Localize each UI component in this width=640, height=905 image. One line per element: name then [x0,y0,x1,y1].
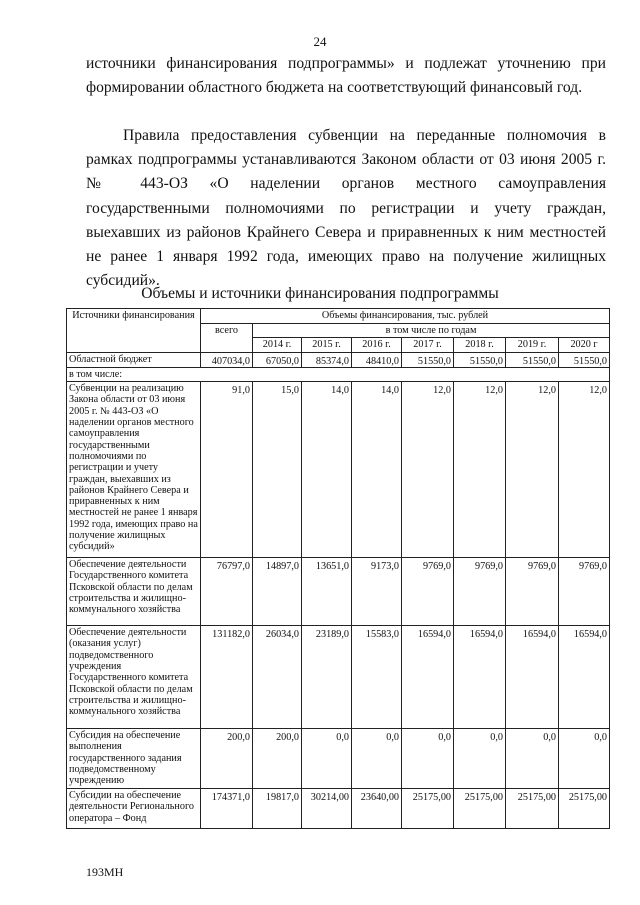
row-source: Областной бюджет [67,352,201,367]
row-year-value: 0,0 [302,729,352,789]
row-year-value: 14,0 [352,382,402,558]
row-year-value: 15,0 [253,382,302,558]
table-row [67,367,610,381]
row-year-value: 16594,0 [402,626,454,729]
row-year-value: 9769,0 [454,558,506,626]
header-total: всего [201,324,253,353]
row-year-value: 12,0 [559,382,610,558]
row-year-value: 9173,0 [352,558,402,626]
row-year-value: 0,0 [559,729,610,789]
row-source: Обеспечение деятельности (оказания услуг) подведомственного учреждения Государственного комитета Псковской области по делам строительства и жилищно-коммунального хозяйства [67,626,201,729]
row-year-value: 25175,00 [506,789,559,829]
page-number: 24 [313,34,327,49]
row-year-value: 0,0 [352,729,402,789]
row-year-value: 23640,00 [352,789,402,829]
header-source: Источники финансирования [67,309,201,353]
row-year-value: 23189,0 [302,626,352,729]
header-year: 2015 г. [302,338,352,352]
table-row [67,352,610,367]
header-volumes: Объемы финансирования, тыс. рублей [201,309,610,324]
header-year: 2019 г. [506,338,559,352]
row-year-value: 200,0 [253,729,302,789]
paragraph-1: источники финансирования подпрограммы» и подлежат уточнению при формировании областного бюджета на соответствующий финансовый год. [86,55,606,97]
paragraph-2: Правила предоставления субвенции на переданные полномочия в рамках подпрограммы устанавливаются Законом области от 03 июня 2005 г. № 443-ОЗ «О наделении органов местного самоуправления государственными полномочиями по регистрации и учету граждан, выехавших из районов Крайнего Севера и приравненных к ним местностей не ранее 1 января 1992 года, имеющих право на получение жилищных субсидий». [86,127,606,290]
row-year-value: 16594,0 [559,626,610,729]
row-year-value: 14897,0 [253,558,302,626]
table-row [67,729,610,789]
table-row [67,382,610,558]
row-total: 91,0 [201,382,253,558]
row-year-value: 12,0 [454,382,506,558]
row-year-value: 9769,0 [559,558,610,626]
row-year-value: 26034,0 [253,626,302,729]
row-source: Обеспечение деятельности Государственного комитета Псковской области по делам строительства и жилищно-коммунального хозяйства [67,558,201,626]
row-year-value: 51550,0 [559,352,610,367]
row-year-value: 9769,0 [506,558,559,626]
row-year-value: 16594,0 [506,626,559,729]
row-source: Субсидия на обеспечение выполнения государственного задания подведомственному учреждению [67,729,201,789]
row-source: в том числе: [67,367,610,381]
row-total: 131182,0 [201,626,253,729]
row-year-value: 25175,00 [559,789,610,829]
row-year-value: 0,0 [506,729,559,789]
table-row [67,789,610,829]
row-year-value: 16594,0 [454,626,506,729]
row-source: Субвенции на реализацию Закона области от 03 июня 2005 г. № 443-ОЗ «О наделении органов местного самоуправления государственными полномочиями по регистрации и учету граждан, выехавших из районов Крайнего Севера и приравненных к ним местностей не ранее 1 января 1992 года, имеющих право на получение жилищных субсидий» [67,382,201,558]
footer-code: 193МН [86,865,124,879]
row-year-value: 12,0 [402,382,454,558]
table-body [67,352,610,829]
row-year-value: 15583,0 [352,626,402,729]
row-year-value: 25175,00 [454,789,506,829]
table-row [67,626,610,729]
header-year: 2016 г. [352,338,402,352]
header-year: 2014 г. [253,338,302,352]
row-year-value: 12,0 [506,382,559,558]
row-year-value: 30214,00 [302,789,352,829]
row-source: Субсидии на обеспечение деятельности Регионального оператора – Фонд [67,789,201,829]
row-year-value: 13651,0 [302,558,352,626]
header-year: 2017 г. [402,338,454,352]
row-total: 174371,0 [201,789,253,829]
row-year-value: 51550,0 [454,352,506,367]
row-year-value: 0,0 [402,729,454,789]
row-year-value: 48410,0 [352,352,402,367]
row-total: 76797,0 [201,558,253,626]
financing-table [66,308,610,829]
row-total: 200,0 [201,729,253,789]
row-year-value: 85374,0 [302,352,352,367]
row-year-value: 14,0 [302,382,352,558]
row-year-value: 25175,00 [402,789,454,829]
row-year-value: 51550,0 [506,352,559,367]
header-year: 2020 г [559,338,610,352]
table-title: Объемы и источники финансирования подпрограммы [141,285,499,302]
row-year-value: 67050,0 [253,352,302,367]
header-by-years: в том числе по годам [253,324,610,338]
header-year: 2018 г. [454,338,506,352]
row-year-value: 19817,0 [253,789,302,829]
row-year-value: 51550,0 [402,352,454,367]
table-row [67,558,610,626]
row-total: 407034,0 [201,352,253,367]
row-year-value: 0,0 [454,729,506,789]
row-year-value: 9769,0 [402,558,454,626]
